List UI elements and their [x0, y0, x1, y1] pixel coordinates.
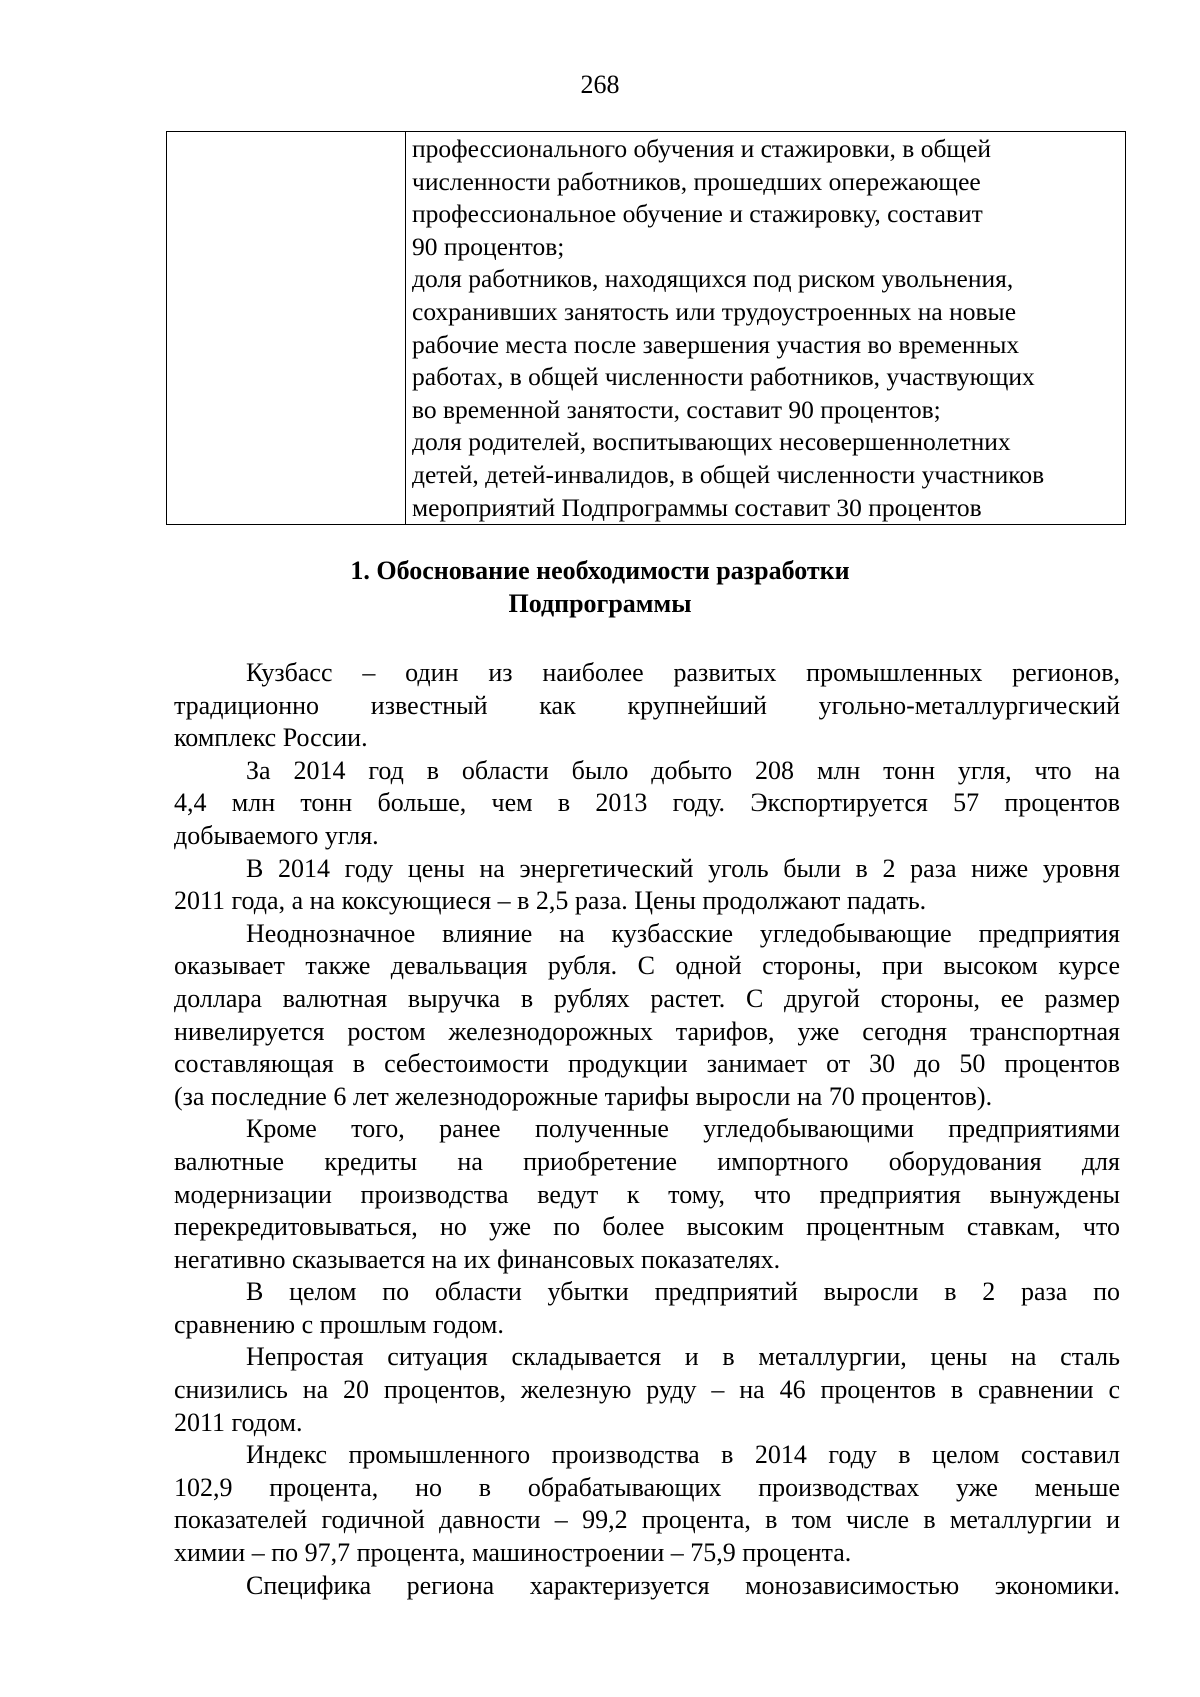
text-line: сравнению с прошлым годом. [174, 1309, 504, 1339]
table-row [167, 132, 1126, 525]
table-text-line: работах, в общей численности работников, участвующих [412, 362, 1035, 392]
table-text-line: детей, детей-инвалидов, в общей численности участников [412, 459, 1045, 489]
text-line: Кузбасс – один из наиболее развитых промышленных регионов, [246, 658, 1120, 687]
text-line: добываемого угля. [174, 820, 379, 850]
table-text-line: профессионального обучения и стажировки, в общей [412, 134, 992, 163]
text-line: модернизации производства ведут к тому, что предприятия вынуждены [174, 1179, 1120, 1209]
table-cell-content [406, 132, 1126, 525]
text-line: нивелируется ростом железнодорожных тарифов, уже сегодня транспортная [174, 1016, 1120, 1046]
text-line: валютные кредиты на приобретение импортного оборудования для [174, 1146, 1120, 1176]
table-text-line: профессиональное обучение и стажировку, составит [412, 199, 983, 229]
section-title-line: 1. Обоснование необходимости разработки [350, 556, 850, 585]
table-text-line: рабочие места после завершения участия во временных [412, 329, 1020, 359]
table-text-line: доля работников, находящихся под риском увольнения, [412, 264, 1014, 294]
text-line: В целом по области убытки предприятий выросли в 2 раза по [246, 1277, 1120, 1307]
text-line: За 2014 год в области было добыто 208 млн тонн угля, что на [246, 755, 1120, 785]
paragraph [174, 1439, 1120, 1569]
text-line: (за последние 6 лет железнодорожные тарифы выросли на 70 процентов). [174, 1081, 993, 1111]
text-line: 2011 года, а на коксующиеся – в 2,5 раза. Цены продолжают падать. [174, 886, 927, 916]
section-title-line: Подпрограммы [508, 589, 692, 618]
body-text [174, 657, 1120, 1602]
page-number: 268 [580, 70, 620, 99]
table-text-line: доля родителей, воспитывающих несовершеннолетних [412, 427, 1011, 457]
text-line: снизились на 20 процентов, железную руду – на 46 процентов в сравнении с [174, 1375, 1120, 1405]
text-line: Индекс промышленного производства в 2014 году в целом составил [246, 1440, 1120, 1470]
paragraph [174, 1276, 1120, 1341]
text-line: химии – по 97,7 процента, машиностроении – 75,9 процента. [174, 1538, 852, 1568]
text-line: доллара валютная выручка в рублях растет. С другой стороны, ее размер [174, 983, 1120, 1013]
text-line: 102,9 процента, но в обрабатывающих производствах уже меньше [174, 1472, 1120, 1502]
text-line: Кроме того, ранее полученные угледобывающими предприятиями [246, 1114, 1120, 1144]
text-line: комплекс России. [174, 723, 368, 753]
paragraph [174, 853, 1120, 918]
paragraph [174, 1341, 1120, 1439]
text-line: Неоднозначное влияние на кузбасские угледобывающие предприятия [246, 918, 1120, 948]
paragraph [174, 918, 1120, 1114]
table-text-line: мероприятий Подпрограммы составит 30 процентов [412, 492, 982, 522]
table-text-line: сохранивших занятость или трудоустроенных на новые [412, 296, 1017, 326]
text-line: В 2014 году цены на энергетический уголь были в 2 раза ниже уровня [246, 853, 1120, 883]
paragraph [174, 1570, 1120, 1603]
text-line: Непростая ситуация складывается и в металлургии, цены на сталь [246, 1342, 1120, 1372]
continuation-table [166, 131, 1126, 525]
section-title [0, 554, 1200, 620]
text-line: оказывает также девальвация рубля. С одной стороны, при высоком курсе [174, 951, 1120, 981]
text-line: 2011 годом. [174, 1407, 303, 1437]
paragraph [174, 657, 1120, 755]
paragraph [174, 755, 1120, 853]
text-line: перекредитовываться, но уже по более высоким процентным ставкам, что [174, 1212, 1120, 1242]
table-text-line: численности работников, прошедших опережающее [412, 166, 981, 196]
text-line: негативно сказывается на их финансовых показателях. [174, 1244, 781, 1274]
text-line: традиционно известный как крупнейший угольно-металлургический [174, 690, 1120, 720]
paragraph [174, 1113, 1120, 1276]
table-text-line: во временной занятости, составит 90 процентов; [412, 394, 941, 424]
text-line: Специфика региона характеризуется монозависимостью экономики. [246, 1570, 1120, 1600]
table-cell-label [167, 132, 406, 525]
text-line: составляющая в себестоимости продукции занимает от 30 до 50 процентов [174, 1049, 1120, 1079]
text-line: показателей годичной давности – 99,2 процента, в том числе в металлургии и [174, 1505, 1120, 1535]
text-line: 4,4 млн тонн больше, чем в 2013 году. Экспортируется 57 процентов [174, 788, 1120, 818]
table-text-line: 90 процентов; [412, 231, 565, 261]
